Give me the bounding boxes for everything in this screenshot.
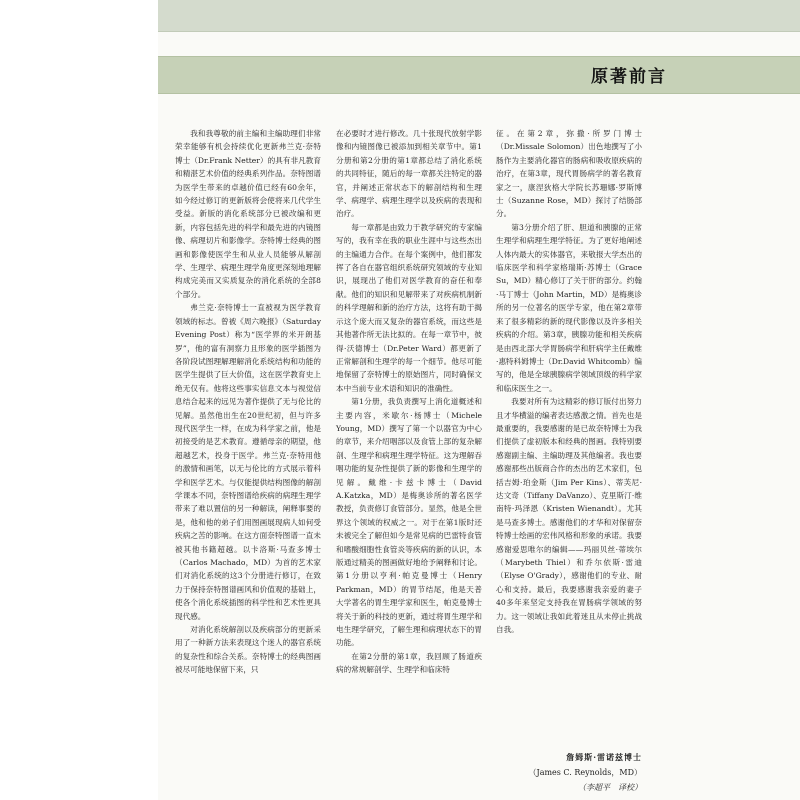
paragraph: 每一章都是由致力于教学研究的专家编写的，我有幸在我的职业生涯中与这些杰出的主编通力合作。在每个案例中，他们都发挥了各自在器官组织系统研究领域的专业知识，展现出了他们对医学教育的奋任和奉献。他们的知识和见解带来了对疾病机制新的科学理解和新的治疗方法，这将有助于揭示这个庞大而又复杂的器官系统，而这些是其他著作所无法比拟的。在每一章节中，彼得·沃德博士（Dr.Peter Ward）都更新了正常解剖和生理学的每一个细节。他尽可能地保留了奈特博士的原始图片，同时确保文本中当前专业术语和知识的准确性。: [336, 222, 482, 393]
paragraph: 在必要时才进行修改。几十张现代放射学影像和内镜图像已被添加到相关章节中。第1分册和第2分册的第1章都总结了消化系统的共同特征，随后的每一章都关注特定的器官，并阐述正常状态下的解剖结构和生理学、病理学、病理生理学以及疾病的表现和治疗。: [336, 129, 482, 219]
title-bar: [158, 56, 800, 94]
text-column-3: [496, 127, 642, 636]
page-title: 原著前言: [591, 67, 667, 87]
paragraph: 对消化系统解剖以及疾病部分的更新采用了一种新方法来表现这个迷人的器官系统的复杂性和综合关系。奈特博士的经典图画被尽可能地保留下来，只: [175, 625, 321, 675]
paragraph: 第1分册，我负责撰写上消化道概述和主要内容，米歇尔·杨博士（Michele Young，MD）撰写了第一个以器官为中心的章节，来介绍咽部以及食管上部的复杂解剖、生理学和病理生理学特征。这为理解吞咽功能的复杂性提供了新的影像和生理学的见解。戴维·卡兹卡博士（David A.Katzka，MD）是梅奥诊所的著名医学教授，负责修订食管部分。显然，他是全世界这个领域的权威之一。对于在第1版时还未被完全了解但如今是常见病的巴雷特食管和嗜酸细胞性食管炎等疾病的新的认识，本版通过精美的图画做好地给予阐释和讨论。第1分册以亨利·帕克曼博士（Henry Parkman，MD）的胃节结尾，他是天普大学著名的胃生理学家和医生，帕克曼博士将关于新的科技的更新，通过将胃生理学和电生理学研究，了解生理和病理状态下的胃功能。: [336, 397, 482, 648]
paragraph: 我和我尊敬的前主编和主编助理们非常荣幸能够有机会持续优化更新弗兰克·奈特博士（Dr.Frank Netter）的具有非凡教育和精湛艺术价值的经典系列作品。奈特图谱为医学生带来的卓越价值已经有60余年，如今经过修订的更新版将会使将来几代学生受益。新版的消化系统部分已被改编和更新，内容包括先进的科学和最先进的内镜图像、病理切片和影像学。奈特博士经典的图画和影像使医学生和从业人员能够从解剖学、生理学、病理生理学角度更深刻地理解构成完美而又实质复杂的消化系统的全部8个部分。: [175, 129, 321, 299]
top-decorative-band: [158, 0, 800, 32]
text-column-1: [175, 127, 321, 677]
text-column-2: [336, 127, 482, 677]
paragraph: 在第2分册的第1章，我回顾了肠道疾病的常规解剖学、生理学和临床特: [336, 651, 482, 675]
signature-name-en: （James C. Reynolds，MD）: [528, 768, 642, 777]
translator-credit: （李超平 译校）: [578, 783, 642, 792]
paragraph: 征。在第2章，弥撒·所罗门博士（Dr.Missale Solomon）出色地撰写了小肠作为主要消化器官的肠病和吸收原疾病的治疗，在第3章，现代胃肠病学的著名教育家之一，康涅狄格大学院长苏珊娜·罗斯博士（Suzanne Rose，MD）探讨了结肠部分。: [496, 129, 642, 219]
book-page: [158, 0, 800, 800]
signature-name: 詹姆斯·雷诺兹博士: [566, 752, 642, 762]
paragraph: 我要对所有为这精彩的修订版付出努力且才华横溢的编者表达感激之情。首先也是最重要的，我要感谢的是已故奈特博士为我们提供了虚初版本和经典的图画。我特别要感谢副主编、主编助理及其他编者。我也要感谢那些出版商合作的杰出的艺术家们，包括吉姆·珀金斯（Jim Per Kins）、蒂芙尼·达文奇（Tiffany DaVanzo）、克里斯汀·维南特·玛泽恩（Kristen Wienandt）。尤其是马查多博士。感谢他们的才华和对保留奈特博士绘画的宏伟风格和形象的承诺。我要感谢爱思唯尔的编辑——玛丽贝丝·蒂埃尔（Marybeth Thiel）和乔尔依斯·雷迪（Elyse O'Grady），感谢他们的专业、耐心和支持。最后，我要感谢我亲爱的妻子40多年来坚定支持我在胃肠病学领域的努力。这一领域让我如此着迷且从未停止挑战自我。: [496, 397, 642, 635]
paragraph: 第3分册介绍了肝、胆道和胰腺的正常生理学和病理生理学特征。为了更好地阐述人体内最大的实体器官，来敬报大学杰出的临床医学和科学家格瑞斯·苏博士（Grace Su，MD）精心修订了关于肝的部分。约翰·马丁博士（John Martin，MD）是梅奥诊所的另一位著名的医学专家，他在第2章带来了很多精彩的新的现代影像以及许多相关疾病的介绍。第3章，胰腺功能和相关疾病是由西北部大学胃肠病学和肝病学主任戴维·惠特科姆博士（Dr.David Whitcomb）编写的，他是全球胰腺病学领域顶级的科学家和临床医生之一。: [496, 222, 642, 393]
paragraph: 弗兰克·奈特博士一直被视为医学教育领域的标志。曾被《周六晚报》（Saturday Evening Post）称为“医学界的米开朗基罗”，他的富有洞察力且形象的医学插图为各阶段试图理解理解消化系统结构和功能的医学生提供了巨大价值，这在医学教育史上绝无仅有。他将这些事实信息文本与视觉信息结合起来的远见为著作提供了无与伦比的见解。虽然他出生在20世纪初，但与许多现代医学生一样，在成为科学家之前，他是初接受的是艺术教育。遵循母亲的期望，他超越艺术，投身于医学。弗兰克·奈特用他的激情和画笔，以无与伦比的方式展示着科学和医学艺术。与仅能提供结构图像的解剖学课本不同，奈特图谱给疾病的病理生理学带来了难以置信的另一种解读，阐释事要的是，他和他的弟子们用图画展现病人如何受疾病之苦的影响。在这方面奈特图谱一直未被其他书籍超越。以卡洛斯·马查多博士（Carlos Machado，MD）为首的艺术家们对消化系统的这3个分册进行修订，在致力于保持奈特图谱画风和价值观的基础上，使各个消化系统插图的科学性和艺术性更具现代感。: [175, 303, 321, 621]
